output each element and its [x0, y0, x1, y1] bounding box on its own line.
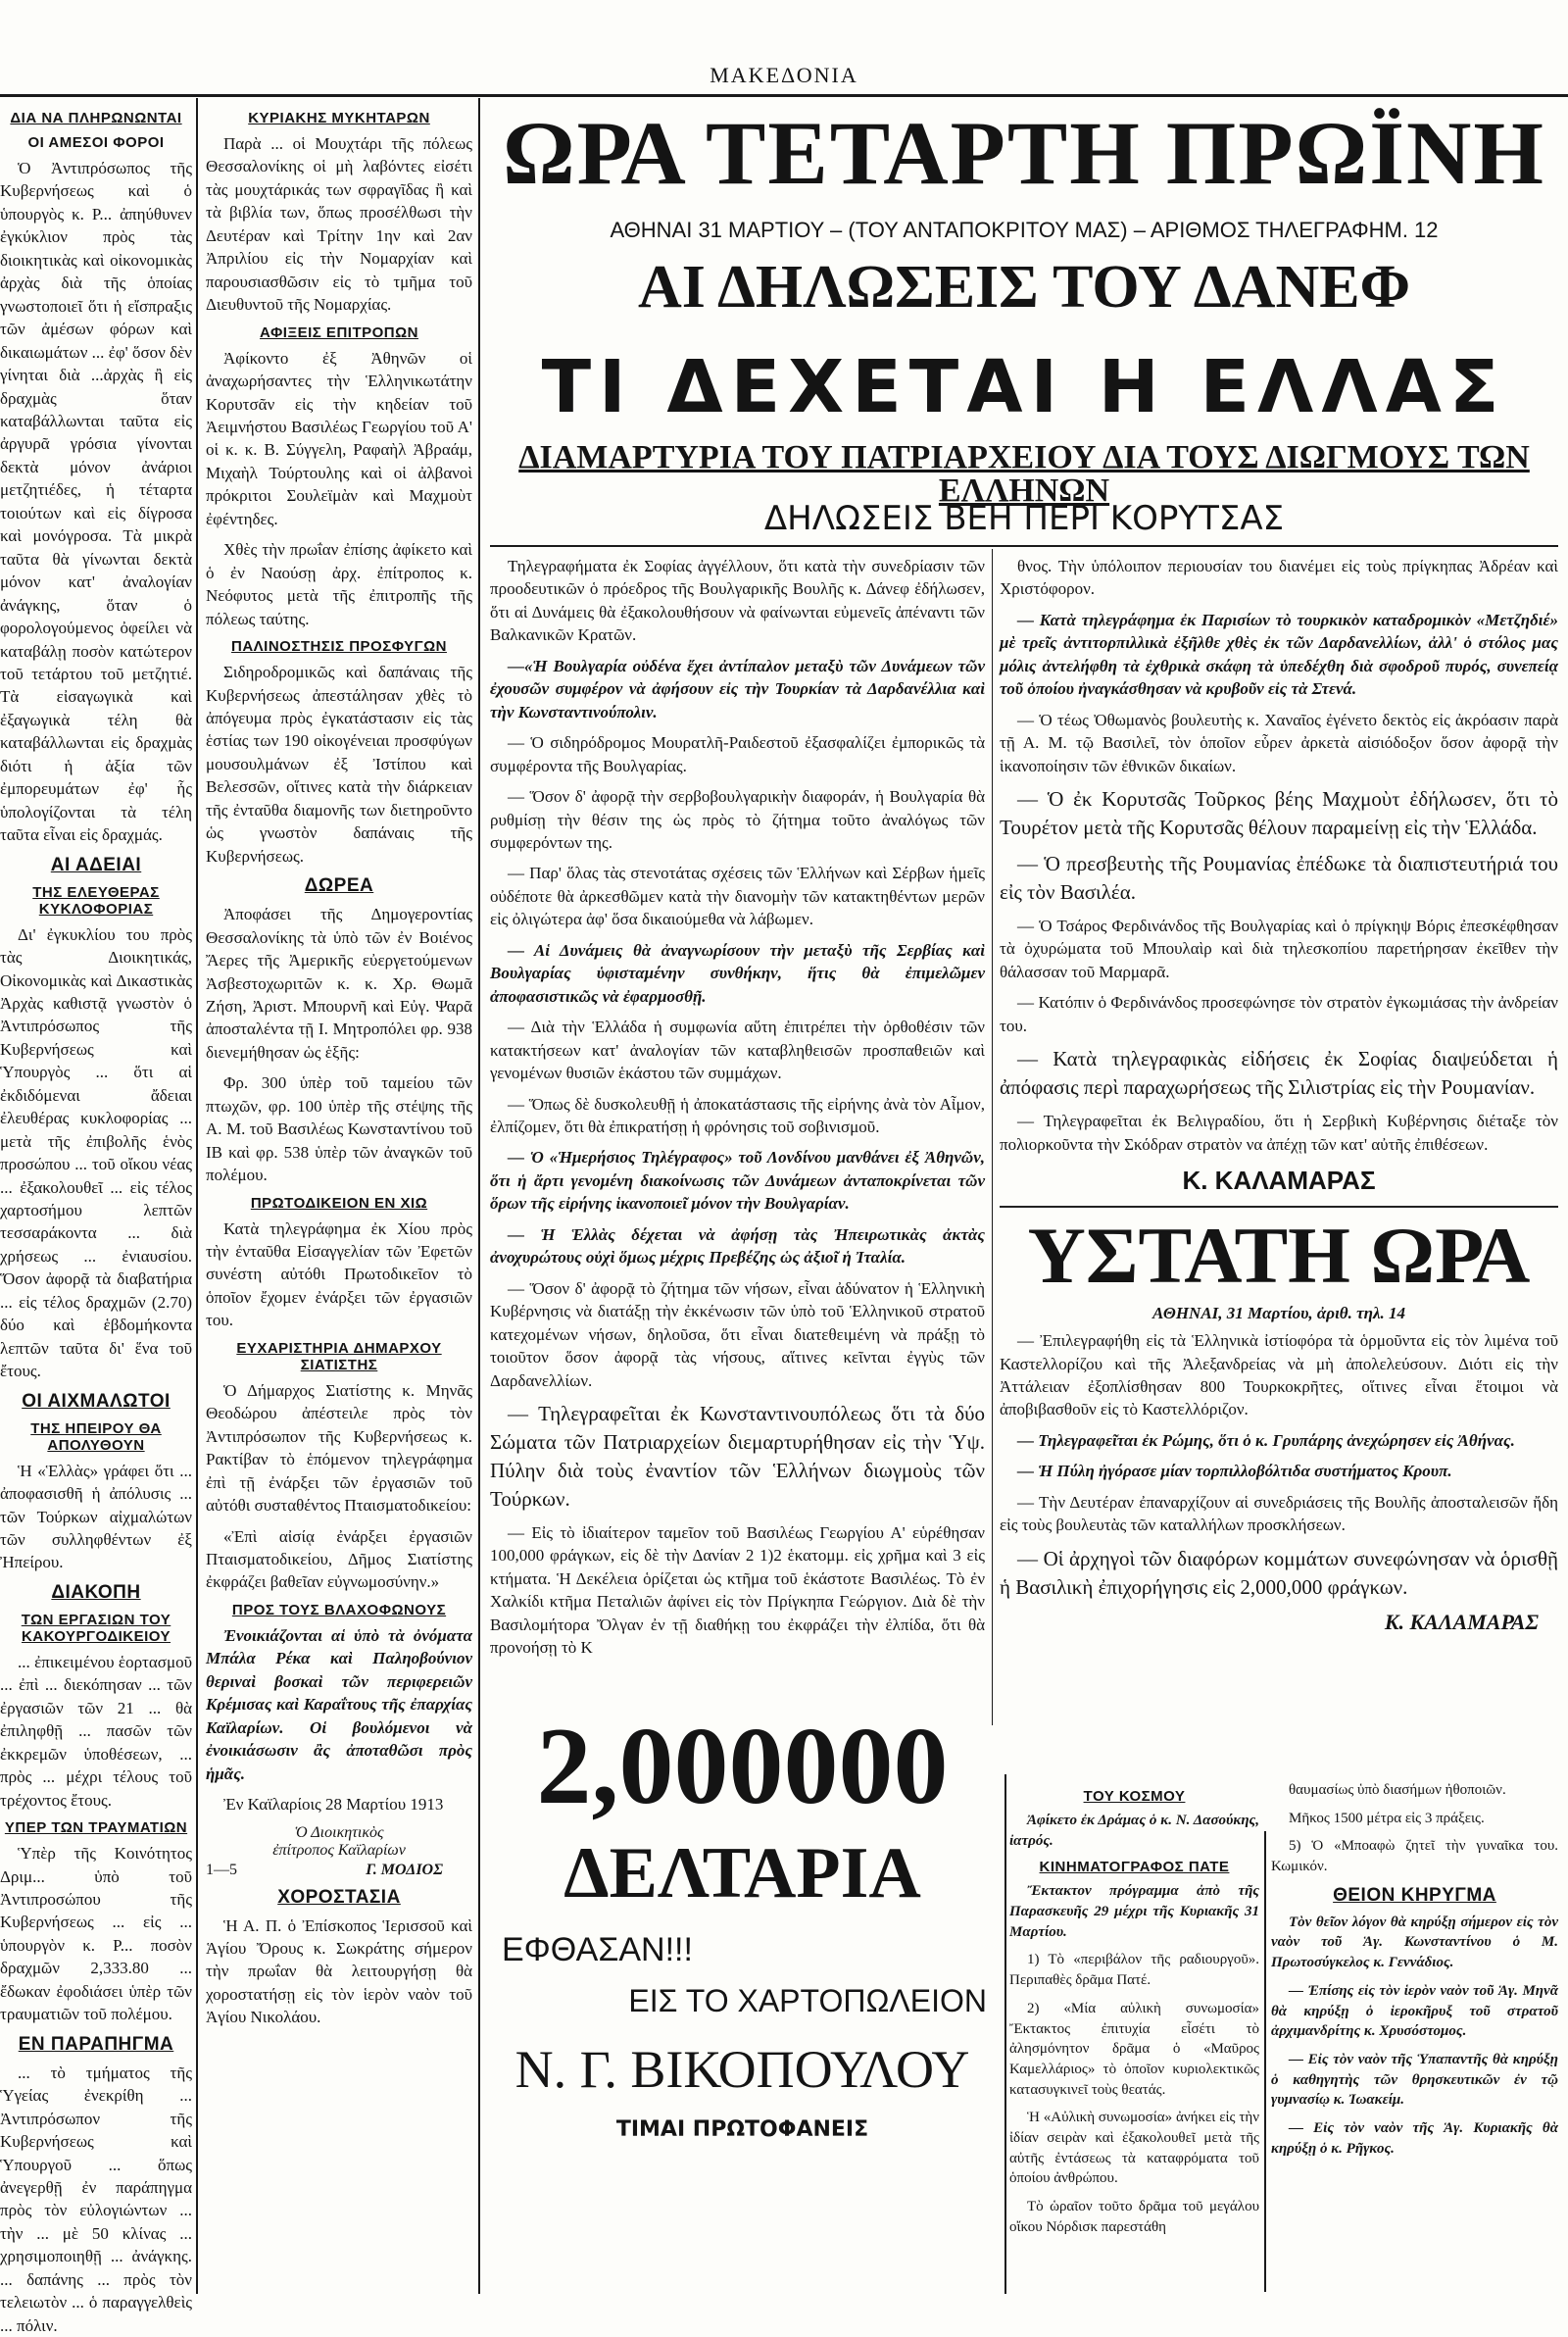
section-heading: ΥΠΕΡ ΤΩΝ ΤΡΑΥΜΑΤΙΩΝ — [4, 1819, 188, 1837]
article-text: Ὑπὲρ τῆς Κοινότητος Δριμ... ὑπὸ τοῦ Ἀντιπροσώπου τῆς Κυβερνήσεως ... εἰς ... ὑπουργὸν κ. Ρ... ποσὸν δραχμῶν 2,333.80 ... ἔδωκαν ἐφοδιάσει ὑπὲρ τῶν τραυματιῶν τοῦ πολέμου. — [0, 1844, 192, 2024]
article-text: Ἀφίκετο ἐκ Δράμας ὁ κ. Ν. Δασούκης, ἰατρός. — [1009, 1813, 1259, 1849]
headline-patriarxeio: ΔΙΑΜΑΡΤΥΡΙΑ ΤΟΥ ΠΑΤΡΙΑΡΧΕΙΟΥ ΔΙΑ ΤΟΥΣ ΔΙΩΓΜΟΥΣ ΤΩΝ ΕΛΛΗΝΩΝ — [518, 439, 1530, 509]
article-text: ... τὸ τμήματος τῆς Ὑγείας ἐνεκρίθη ... Ἀντιπρόσωπον τῆς Κυβερνήσεως καὶ Ὑπουργοῦ ... ὅπως ἀνεγερθῇ ἐν παράπηγμα πρὸς τὸν εὐλογιώντων ... τὴν ... μὲ 50 κλίνας ... χρησιμοποιηθῇ ... ἀνάγκης. ... δαπάνης ... πρὸς τὸν τελειωτὸν ... ὁ παραγγελθεὶς ... πόλιν. — [0, 2063, 192, 2335]
column-5a — [1009, 1780, 1259, 2290]
article-text: 1) Τὸ «περιβάλον τῆς ραδιουργοῦ». Περιπαθὲς δρᾶμα Πατέ. — [1009, 1952, 1259, 1989]
article-text: — Κατὰ τηλεγράφημα ἐκ Παρισίων τὸ τουρκικὸν καταδρομικὸν «Μετζηδιέ» μὲ τρεῖς ἀντιτορπιλλικὰ ἐξῆλθε χθὲς ἐκ τῶν Δαρδανελλίων, ἀλλ' ὁ στόλος μας μόλις ἀντελήφθη τὰ ἐχθρικὰ σκάφη τὰ ὑπεδέχθη διὰ σφοδροῦ πυρός, συνεπείᾳ τοῦ ὁποίου ἠναγκάσθησαν νὰ κρυβοῦν εἰς τὰ Στενά. — [1000, 610, 1558, 699]
article-text: — Ὅσον δ' ἀφορᾷ τὴν σερβοβουλγαρικὴν διαφοράν, ἡ Βουλγαρία θὰ ρυθμίσῃ τὴν θέσιν της ὡς πρὸς τὸ ζήτημα τοῦτο ἀναλόγως τῶν συμφερόντων της. — [490, 787, 985, 852]
column-1 — [0, 102, 192, 2335]
article-text: — Ἡ Ἑλλὰς δέχεται νὰ ἀφήσῃ τὰς Ἠπειρωτικὰς ἀκτὰς ἀνοχυρώτους οὐχὶ ὅμως μέχρις Πρεβέζης ὡς ἀξιοῖ ἡ Ἰταλία. — [490, 1224, 985, 1268]
column-divider — [478, 98, 480, 2294]
divider — [1000, 1206, 1558, 1208]
headline-rule — [490, 545, 1558, 547]
article-text: — Εἰς τὸν ναὸν τῆς Ἁγ. Κυριακῆς θὰ κηρύξῃ ὁ κ. Ρῆγκος. — [1271, 2119, 1558, 2157]
section-heading: ΚΥΡΙΑΚΗΣ ΜΥΚΗΤΑΡΩΝ — [248, 110, 430, 126]
article-text: Σιδηροδρομικῶς καὶ δαπάναις τῆς Κυβερνήσεως ἀπεστάλησαν χθὲς τὸ ἀπόγευμα πρὸς ἐγκατάστασιν εἰς τὰς ἑστίας των 190 οἰκογένειαι προσφύγων μουσουλμάνων ἐξ Ἰστίπου καὶ Βελεσσῶν, οἵτινες κατὰ τὴν διάρκειαν τῆς ἐνταῦθα διαμονῆς των διετηροῦντο ὡς γνωστὸν δαπάναις τῆς Κυβερνήσεως. — [206, 663, 472, 866]
section-heading: ΤΟΥ ΚΟΣΜΟΥ — [1083, 1788, 1186, 1805]
advertisement — [490, 1704, 995, 2292]
article-text: — Ὁ Τσάρος Φερδινάνδος τῆς Βουλγαρίας καὶ ὁ πρίγκηψ Βόρις ἐπεσκέφθησαν τὰ ὀχυρώματα τοῦ Μπουλαὶρ καὶ διὰ τηλεσκοπίου παρετήρησαν ἐκεῖθεν τὴν θάλασσαν τοῦ Μαρμαρᾶ. — [1000, 916, 1558, 981]
article-text: Ἀφίκοντο ἐξ Ἀθηνῶν οἱ ἀναχωρήσαντες τὴν Ἑλληνικωτάτην Κορυτσᾶν εἰς τὴν κηδείαν τοῦ Ἀειμνήστου Βασιλέως Γεωργίου τοῦ Α' οἱ κ. κ. Β. Σύγγελη, Ραφαὴλ Ἀβραάμ, Μιχαὴλ Τούρτουλης καὶ οἱ ἀλβανοὶ πρόκριτοι Σουλεϊμὰν καὶ Μαχμοὺτ ἐφέντηδες. — [206, 348, 472, 528]
section-heading: ΚΙΝΗΜΑΤΟΓΡΑΦΟΣ ΠΑΤΕ — [1039, 1859, 1230, 1876]
article-text: — Οἱ ἀρχηγοὶ τῶν διαφόρων κομμάτων συνεφώνησαν νὰ ὁρισθῇ ἡ Βασιλικὴ ἐπιχορήγησις εἰς 2,000,000 φράγκων. — [1000, 1546, 1558, 1599]
article-text: Φρ. 300 ὑπὲρ τοῦ ταμείου τῶν πτωχῶν, φρ. 100 ὑπὲρ τῆς στέψης τῆς Α. Μ. τοῦ Βασιλέως Κωνσταντίνου τοῦ ΙΒ καὶ φρ. 538 ὑπὲρ τῶν ἀναγκῶν τοῦ πολέμου. — [206, 1073, 472, 1185]
column-divider — [992, 549, 993, 1725]
article-text: — Κατὰ τηλεγραφικὰς εἰδήσεις ἐκ Σοφίας διαψεύδεται ἡ ἀπόφασις περὶ παραχωρήσεως τῆς Σιλιστρίας εἰς τὴν Ρουμανίαν. — [1000, 1047, 1558, 1100]
article-text: —«Ἡ Βουλγαρία οὐδένα ἔχει ἀντίπαλον μεταξὺ τῶν Δυνάμεων τῶν ἐχουσῶν συμφέρον νὰ ἀφήσουν εἰς τὴν Τουρκίαν τὰ Δαρδανέλλια καὶ τὴν Κωνσταντινούπολιν. — [490, 656, 985, 721]
article-text: Ἔκτακτον πρόγραμμα ἀπὸ τῆς Παρασκευῆς 29 μέχρι τῆς Κυριακῆς 31 Μαρτίου. — [1009, 1883, 1259, 1940]
headline-main: ΩΡΑ ΤΕΤΑΡΤΗ ΠΡΩΪΝΗ — [503, 103, 1545, 203]
article-text: 2) «Μία αὐλικὴ συνωμοσία» Ἔκτακτος ἐπιτυχία εἶσέτι τὸ ἀλησμόνητον δρᾶμα ὁ «Μαῦρος Καμελλάριος» τὸ ὁποῖον κυριολεκτικῶς κατασυγκινεῖ τοὺς θεατάς. — [1009, 2000, 1259, 2098]
section-heading: ΠΡΩΤΟΔΙΚΕΙΟΝ ΕΝ ΧΙΩ — [250, 1194, 428, 1212]
article-text: — Ὁ σιδηρόδρομος Μουρατλῆ-Ραιδεστοῦ ἐξασφαλίζει ἐμπορικῶς τὰ συμφέροντα τῆς Βουλγαρίας. — [490, 733, 985, 775]
column-2 — [206, 102, 472, 2294]
article-text: Τὸ ὡραῖον τοῦτο δρᾶμα τοῦ μεγάλου οἴκου Νόρδισκ παρεστάθη — [1009, 2199, 1259, 2235]
article-text: θαυμασίως ὑπὸ διασήμων ἠθοποιῶν. — [1289, 1782, 1506, 1798]
article-text: — Τηλεγραφεῖται ἐκ Κωνσταντινουπόλεως ὅτι τὰ δύο Σώματα τῶν Πατριαρχείων διεμαρτυρήθησαν εἰς τὴν Ὑψ. Πύλην διὰ τοὺς ἐναντίον τῶν Ἑλλήνων διωγμοὺς τῶν Τούρκων. — [490, 1401, 985, 1511]
article-text: — Ὁ τέως Ὀθωμανὸς βουλευτὴς κ. Χαναῖος ἐγένετο δεκτὸς εἰς ἀκρόασιν παρὰ τῇ Α. Μ. τῷ Βασιλεῖ, τὸν ὁποῖον εὗρεν ἀρκετὰ αἰσιόδοξον ὅσον ἀφορᾷ τὴν ἱκανοποίησιν τῶν ἐθνικῶν δικαίων. — [1000, 710, 1558, 775]
article-text: Ἀποφάσει τῆς Δημογεροντίας Θεσσαλονίκης τὰ ὑπὸ τῶν ἐν Βοιένος Ἄερες τῆς Ἀμερικῆς εὐεργετούμενων Ἀσβεστοχωριτῶν κ. κ. Χρ. Θωμᾶ Ζήση, Ἀριστ. Μπουρνῆ καὶ Εὐγ. Ψαρᾶ ἀποσταλέντα τῇ Ι. Μητροπόλει φρ. 938 διενεμήθησαν ὡς ἑξῆς: — [206, 905, 472, 1062]
article-text: «Ἐπὶ αἰσίᾳ ἐνάρξει ἐργασιῶν Πταισματοδικείου, Δῆμος Σιατίστης ἐκφράζει βαθεῖαν εὐγνωμοσύνην.» — [206, 1526, 472, 1592]
article-text: Ἡ «Αὐλικὴ συνωμοσία» ἀνήκει εἰς τὴν ἰδίαν σειρὰν καὶ ἐξακολουθεῖ μετὰ τῆς αὐτῆς ἐντάσεως τὰ καταφρόματα τοῦ ὁποίου ἀνθρώπου. — [1009, 2110, 1259, 2187]
article-text: Ἡ Α. Π. ὁ Ἐπίσκοπος Ἱερισσοῦ καὶ Ἁγίου Ὄρους κ. Σωκράτης σήμερον τὴν πρωΐαν θὰ λειτουργήσῃ θὰ χοροστατήσῃ εἰς τὸν ἱερὸν ναὸν τοῦ Ἁγίου Νικολάου. — [206, 1915, 472, 2027]
ad-shop-label: ΕΙΣ ΤΟ ΧΑΡΤΟΠΩΛΕΙΟΝ — [628, 1983, 987, 2018]
article-text: — Αἱ Δυνάμεις θὰ ἀναγνωρίσουν τὴν μεταξὺ τῆς Σερβίας καὶ Βουλγαρίας ὑφισταμένην συνθήκην, ἥτις θὰ ἐπιμελῶμεν ἀποφασιστικῶς νὰ ἐφαρμοσθῇ. — [490, 940, 985, 1006]
column-divider — [196, 98, 198, 2294]
article-text: Παρὰ ... οἱ Μουχτάρι τῆς πόλεως Θεσσαλονίκης οἱ μὴ λαβόντες εἰσέτι τὰς μουχτάρικάς των σφραγῖδας ἢ καὶ τὰ βιβλία των, ὅπως προσέλθωσι τὴν Δευτέραν καὶ Τρίτην 1ην καὶ 2αν Ἀπριλίου εἰς τὴν Νομαρχίαν καὶ παρουσιασθῶσιν εἰς τὸ τμῆμα τοῦ Διευθυντοῦ τῆς Νομαρχίας. — [206, 134, 472, 315]
article-text: Χθὲς τὴν πρωΐαν ἐπίσης ἀφίκετο καὶ ὁ ἐν Ναούσῃ ἀρχ. ἐπίτροπος κ. Νεόφυτος μετὰ τῆς ἐπιτροπῆς τῆς πόλεως ταύτης. — [206, 540, 472, 628]
section-heading: ΕΝ ΠΑΡΑΠΗΓΜΑ — [18, 2033, 174, 2055]
article-text: — Ἐπίσης εἰς τὸν ἱερὸν ναὸν τοῦ Ἁγ. Μηνᾶ θὰ κηρύξῃ ὁ ἱεροκῆρυξ τοῦ στρατοῦ ἀρχιμανδρίτης κ. Χρυσόστομος. — [1271, 1982, 1558, 2040]
signature: Κ. ΚΑΛΑΜΑΡΑΣ — [1182, 1166, 1376, 1196]
article-text: Τηλεγραφήματα ἐκ Σοφίας ἀγγέλλουν, ὅτι κατὰ τὴν συνεδρίασιν τῶν προοδευτικῶν ὁ πρόεδρος τῆς Βουλγαρικῆς Βουλῆς κ. Δάνεφ ἐδήλωσεν, ὅτι αἱ Δυνάμεις θὰ ἐξακολουθήσουν νὰ φαίνωνται εὐμενεῖς ἀπέναντι τῶν Βαλκανικῶν Κρατῶν. — [490, 557, 985, 645]
article-text: — Εἰς τὸν ναὸν τῆς Ὑπαπαντῆς θὰ κηρύξῃ ὁ καθηγητὴς τῶν θρησκευτικῶν ἐν τῷ γυμνασίῳ κ. Ἰωακείμ. — [1271, 2051, 1558, 2109]
ad-date: Ἐν Καϊλαρίοις 28 Μαρτίου 1913 — [223, 1795, 444, 1815]
section-subheading: ΤΗΣ ΕΛΕΥΘΕΡΑΣ ΚΥΚΛΟΦΟΡΙΑΣ — [32, 883, 160, 918]
article-text: Ἡ «Ἑλλὰς» γράφει ὅτι ... ἀποφασισθῆ ἡ ἀπόλυσις ... τῶν Τούρκων αἰχμαλώτων τῶν συλληφθέντων ἐξ Ἠπείρου. — [0, 1461, 192, 1572]
article-text: — Ὁ πρεσβευτὴς τῆς Ρουμανίας ἐπέδωκε τὰ διαπιστευτήριά του εἰς τὸν Βασιλέα. — [1000, 852, 1558, 904]
section-subheading: ΤΩΝ ΕΡΓΑΣΙΩΝ ΤΟΥ ΚΑΚΟΥΡΓΟΔΙΚΕΙΟΥ — [21, 1611, 172, 1645]
article-text: Μῆκος 1500 μέτρα εἰς 3 πράξεις. — [1289, 1810, 1485, 1826]
masthead-rule — [0, 94, 1568, 97]
ad-code: 1—5 — [206, 1861, 237, 1878]
article-text: — Ὁ ἐκ Κορυτσᾶς Τοῦρκος βέης Μαχμοὺτ ἐδήλωσεν, ὅτι τὸ Τουρέτον μετὰ τῆς Κορυτσᾶς θέλουν παραμείνῃ εἰς τὴν Ἑλλάδα. — [1000, 787, 1558, 840]
section-heading: ΠΑΛΙΝΟΣΤΗΣΙΣ ΠΡΟΣΦΥΓΩΝ — [231, 638, 447, 656]
ad-number: 2,000000 — [536, 1706, 949, 1827]
article-text: 5) Ὁ «Μποαφὼ ζητεῖ τὴν γυναῖκα του. Κωμικόν. — [1271, 1838, 1558, 1875]
section-heading: ΕΥΧΑΡΙΣΤΗΡΙΑ ΔΗΜΑΡΧΟΥ ΣΙΑΤΙΣΤΗΣ — [236, 1339, 442, 1373]
article-text: — Ἡ Πύλη ἠγόρασε μίαν τορπιλλοβόλτιδα συστήματος Κρουπ. — [1017, 1462, 1452, 1481]
section-heading: ΧΟΡΟΣΤΑΣΙΑ — [277, 1886, 401, 1908]
headline-veh: ΔΗΛΩΣΕΙΣ ΒΕΗ ΠΕΡΙ ΚΟΡΥΤΣΑΣ — [763, 499, 1285, 538]
article-text: ... ἐπικειμένου ἑορτασμοῦ ... ἐπὶ ... διεκόπησαν ... τῶν ἐργασιῶν τῶν 21 ... θὰ ἐπιληφθῇ ... πασῶν τῶν ἐκκρεμῶν ὑποθέσεων, ... πρὸς ... μέχρι τέλους τοῦ τρέχοντος ἔτους. — [0, 1652, 192, 1810]
article-text: — Ὅπως δὲ δυσκολευθῇ ἡ ἀποκατάστασις τῆς εἰρήνης ἀνὰ τὸν Αἶμον, ἐλπίζομεν, ὅτι θὰ ἐπικρατήσῃ ἡ φρόνησις τοῦ σοβινισμοῦ. — [490, 1094, 985, 1136]
signature-line: Ὁ Διοικητικὸς — [294, 1823, 384, 1841]
article-text: — Τηλεγραφεῖται ἐκ Ρώμης, ὅτι ὁ κ. Γρυπάρης ἀνεχώρησεν εἰς Ἀθήνας. — [1017, 1430, 1515, 1450]
article-text: Δι' ἐγκυκλίου του πρὸς τὰς Διοικητικάς, Οἰκονομικὰς καὶ Δικαστικὰς Ἀρχὰς καθιστᾷ γνωστὸν ὁ Ἀντιπρόσωπος τῆς Κυβερνήσεως καὶ Ὑπουργὸς ... ὅτι αἱ ἐκδιδόμεναι ἄδειαι ἐλευθέρας κυκλοφορίας ... μετὰ τῆς ἐπιβολῆς ἑνὸς προσώπου ... τοῦ οἴκου νέας ... ἐξακολουθεῖ ... εἰς τέλος χαρτοσήμου λεπτῶν τεσσαράκοντα ... διὰ χρήσεως ... ἐνιαυσίου. Ὅσον ἀφορᾷ τὰ διαβατήρια ... εἰς τέλος δραχμῶν (2.70) δύο καὶ ἑβδομήκοντα λεπτῶν ταῦτα δι' ἕνα τοῦ ἔτους. — [0, 924, 192, 1381]
signature: Κ. ΚΑΛΑΜΑΡΑΣ — [1384, 1609, 1539, 1634]
section-subheading: ΟΙ ΑΜΕΣΟΙ ΦΟΡΟΙ — [27, 134, 165, 151]
article-text: Κατὰ τηλεγράφημα ἐκ Χίου πρὸς τὴν ἐνταῦθα Εἰσαγγελίαν τῶν Ἐφετῶν συνέστη αὐτόθι Πρωτοδικεῖον τὸ ὁποῖον ἔχομεν ἐνάρξει τῶν ἐργασιῶν του. — [206, 1218, 472, 1330]
ad-product: ΔΕΛΤΑΡΙΑ — [564, 1833, 921, 1914]
headline-danef: ΑΙ ΔΗΛΩΣΕΙΣ ΤΟΥ ΔΑΝΕΦ — [638, 254, 1410, 321]
ystati-date: ΑΘΗΝΑΙ, 31 Μαρτίου, ἀριθ. τηλ. 14 — [1152, 1304, 1406, 1323]
section-heading: ΔΙΑΚΟΠΗ — [51, 1581, 141, 1603]
article-text: θνος. Τὴν ὑπόλοιπον περιουσίαν του διανέμει εἰς τοὺς πρίγκηπας Ἀδρέαν καὶ Χριστόφορον. — [1000, 557, 1558, 599]
article-text: Ὁ Δήμαρχος Σιατίστης κ. Μηνᾶς Θεοδώρου ἀπέστειλε πρὸς τὸν Ἀντιπρόσωπον τῆς Κυβερνήσεως κ. Ρακτίβαν τὸ ἑπόμενον τηλεγράφημα ἐπὶ τῇ ἐνάρξει τῶν ἐργασιῶν τοῦ αὐτόθι συσταθέντος Πταισματοδικείου: — [206, 1380, 472, 1516]
column-divider — [1004, 1774, 1006, 2294]
section-heading: ΔΩΡΕΑ — [304, 875, 374, 897]
article-text: — Τηλεγραφεῖται ἐκ Βελιγραδίου, ὅτι ἡ Σερβικὴ Κυβέρνησις διέταξε τὸν πολιορκοῦντα τὴν Σκόδραν στρατὸν να ἀπέχῃ τῶν κατ' αὐτῆς ἐπιθέσεων. — [1000, 1112, 1558, 1154]
article-text: — Ὅσον δ' ἀφορᾷ τὸ ζήτημα τῶν νήσων, εἶναι ἀδύνατον ἡ Ἑλληνικὴ Κυβέρνησις νὰ διατάξῃ τὴν ἐκκένωσιν τῶν ὑπὸ τοῦ Ἑλληνικοῦ στρατοῦ κατεχομένων νήσων, δηλοῦσα, ὅτι εἶναι διατεθειμένη νὰ πράξῃ τὸ τοιοῦτον ὅσον ἀφορᾷ τὰς νήσους, αἵτινες κεῖνται ἐγγὺς τῶν Δαρδανελλίων. — [490, 1278, 985, 1390]
headline-ystati: ΥΣΤΑΤΗ ΩΡΑ — [1027, 1211, 1531, 1301]
signature-row — [206, 1862, 472, 1879]
dateline: ΑΘΗΝΑΙ 31 ΜΑΡΤΙΟΥ – (ΤΟΥ ΑΝΤΑΠΟΚΡΙΤΟΥ ΜΑΣ) – ΑΡΙΘΜΟΣ ΤΗΛΕΓΡΑΦΗΜ. 12 — [610, 218, 1439, 242]
column-3 — [490, 555, 985, 1700]
section-heading: ΑΦΙΞΕΙΣ ΕΠΙΤΡΟΠΩΝ — [260, 323, 418, 341]
article-text: — Ἐπιλεγραφήθη εἰς τὰ Ἑλληνικὰ ἰστίοφόρα τὰ ὁρμοῦντα εἰς τὸν λιμένα τοῦ Καστελλορίζου καὶ τῆς Ἀλεξανδρείας νὰ μὴ ἀπολελεύσουν. Διότι εἰς τὴν Ἀττάλειαν ἐξοπλίσθησαν 800 Τουρκοκρῆτες, οἵτινες εἶναι ἕτοιμοι νὰ ἀποβιβασθοῦν εἰς τὸ Καστελλόριζον. — [1000, 1331, 1558, 1419]
article-text: — Ὁ «Ἡμερήσιος Τηλέγραφος» τοῦ Λονδίνου μανθάνει ἐξ Ἀθηνῶν, ὅτι ἡ ἄρτι γενομένη διακοίνωσις τῶν Δυνάμεων ἀνταποκρίνεται τῶν ὅρων τῆς εἰρήνης ἱκανοποιεῖ μόνον τὴν Βουλγαρίαν. — [490, 1148, 985, 1214]
section-heading: ΠΡΟΣ ΤΟΥΣ ΒΛΑΧΟΦΩΝΟΥΣ — [231, 1601, 447, 1618]
section-heading: ΟΙ ΑΙΧΜΑΛΩΤΟΙ — [22, 1390, 171, 1412]
section-heading: ΔΙΑ ΝΑ ΠΛΗΡΩΝΩΝΤΑΙ — [10, 110, 182, 126]
article-text: Ὁ Ἀντιπρόσωπος τῆς Κυβερνήσεως καὶ ὁ ὑπουργὸς κ. Ρ... ἀπηύθυνεν ἐγκύκλιον πρὸς τὰς διοικητικὰς καὶ οἰκονομικὰς ἀρχὰς διὰ τῆς ὁποίας γνωστοποιεῖ ὅτι ἡ εἴσπραξις τῶν ἀμέσων φόρων καὶ δικαιωμάτων ... ἐφ' ὅσον δὲν γίνηται διὰ ...ἀρχὰς ἢ εἰς δραχμὰς ὅταν καταβάλλωνται ταῦτα εἰς ἀργυρᾶ γρόσια γίνονται δεκτὰ μόνον ἀνάριοι μετζητιέδες, ἡ τέταρτα τοιούτων καὶ εἰς δίγροσα καὶ μονόγροσα. Τὰ μικρὰ ταῦτα θὰ γίνωνται δεκτὰ μόνον κατ' ἀναλογίαν ἀνάγκης, ὅταν ὁ φορολογούμενος ὀφείλει νὰ καταβάλῃ ποσὸν κατώτερον τοῦ τετάρτου τοῦ μετζητιέ. Τὰ εἰσαγωγικὰ καὶ ἐξαγωγικὰ τέλη θὰ καταβάλλωνται εἰς δραχμὰς διότι ἡ ἀξία τῶν ἐμπορευμάτων ἐφ' ἧς ὑπολογίζονται τὰ τέλη ταῦτα εἶναι εἰς δραχμάς. — [0, 159, 192, 845]
article-text: — Παρ' ὅλας τὰς στενοτάτας σχέσεις τῶν Ἑλλήνων καὶ Σέρβων ἡμεῖς οὐδέποτε θὰ ἀρκεσθῶμεν κατὰ τὴν διανομὴν τῶν κατακτηθέντων μερῶν εἰς ὀλιγώτερα ἀφ' ὅσα δικαιούμεθα νὰ λάβωμεν. — [490, 864, 985, 929]
article-text: Τὸν θεῖον λόγον θὰ κηρύξῃ σήμερον εἰς τὸν ναὸν τοῦ Ἁγ. Κωνσταντίνου ὁ Μ. Πρωτοσύγκελος κ. Γεννάδιος. — [1271, 1914, 1558, 1971]
article-text: — Εἰς τὸ ἰδιαίτερον ταμεῖον τοῦ Βασιλέως Γεωργίου Α' εὑρέθησαν 100,000 φράγκων, εἰς δὲ τὴν Δανίαν 2 1)2 ἑκατομμ. εἰς χρῆμα καὶ 3 εἰς κτήματα. Ἡ Δεκέλεια ὁρίζεται ὡς κτῆμα τοῦ ἑκάστοτε Βασιλέως. Τὸ ἐν Χαλκίδι κτῆμα Πεταλιῶν ἀφίνει εἰς τὸν Πρίγκηπα Γεώργιον. Διὰ δὲ τὴν Βασιλομήτορα Ὄλγαν ἐν τῇ διαθήκῃ του ἐκφράζει τὴν ἐλπίδα, ὅτι θὰ προνοήσῃ τὸ Κ — [490, 1522, 985, 1658]
article-text: — Διὰ τὴν Ἑλλάδα ἡ συμφωνία αὕτη ἐπιτρέπει τὴν ὀρθοθέσιν τῶν κατακτήσεων κατ' ἀναλογίαν τῶν καταβληθεισῶν προσπαθειῶν καὶ γενομένων θυσιῶν ἑκάστου τῶν συμμάχων. — [490, 1018, 985, 1083]
article-text: — Τὴν Δευτέραν ἐπαναρχίζουν αἱ συνεδριάσεις τῆς Βουλῆς ἀποσταλεισῶν ἤδη εἰς τοὺς βουλευτὰς τῶν καταλλήλων προσκλήσεων. — [1000, 1492, 1558, 1535]
column-divider — [1264, 1831, 1266, 2292]
masthead: ΜΑΚΕΔΟΝΙΑ — [710, 63, 858, 87]
ad-arrived: ΕΦΘΑΣΑΝ!!! — [502, 1931, 693, 1968]
article-text: — Κατόπιν ὁ Φερδινάνδος προσεφώνησε τὸν στρατὸν ἐγκωμιάσας τὴν ἀνδρείαν του. — [1000, 993, 1558, 1035]
column-4 — [1000, 555, 1558, 1770]
signature-name: Γ. ΜΟΔΙΟΣ — [366, 1861, 443, 1878]
section-heading: ΑΙ ΑΔΕΙΑΙ — [50, 854, 142, 875]
headline-ellas: ΤΙ ΔΕΧΕΤΑΙ Η ΕΛΛΑΣ — [541, 345, 1507, 429]
section-heading: ΘΕΙΟΝ ΚΗΡΥΓΜΑ — [1333, 1884, 1496, 1906]
ad-prices: ΤΙΜΑΙ ΠΡΩΤΟΦΑΝΕΙΣ — [615, 2117, 869, 2142]
signature-line: ἐπίτροπος Καϊλαρίων — [272, 1841, 406, 1859]
column-5b — [1271, 1780, 1558, 2290]
section-subheading: ΤΗΣ ΗΠΕΙΡΟΥ ΘΑ ΑΠΟΛΥΘΟΥΝ — [30, 1419, 162, 1454]
article-text: Ἐνοικιάζονται αἱ ὑπὸ τὰ ὀνόματα Μπάλα Ρέκα καὶ Παληοβούνιον θεριναὶ βοσκαὶ τῶν περιφερειῶν Κρέμισας καὶ Καραΐτους τῆς ἐπαρχίας Καϊλαρίων. Οἱ βουλόμενοι νὰ ἐνοικιάσωσιν ἂς ἀποταθῶσι πρὸς ἡμᾶς. — [206, 1625, 472, 1783]
ad-shop-name: Ν. Γ. ΒΙΚΟΠΟΥΛΟΥ — [514, 2040, 970, 2099]
